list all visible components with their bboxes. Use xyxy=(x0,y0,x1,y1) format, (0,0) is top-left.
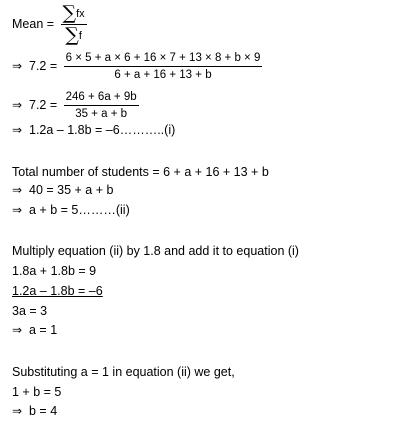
sum-result: 3a = 3 xyxy=(12,304,48,318)
b-value: b = 4 xyxy=(29,404,58,418)
mean-fraction xyxy=(61,4,87,45)
implies-arrow: ⇒ xyxy=(12,203,23,217)
step-lhs: 7.2 = xyxy=(29,58,58,73)
fraction-denominator: 6 + a + 16 + 13 + b xyxy=(114,69,212,81)
total-equation: 40 = 35 + a + b xyxy=(29,183,114,197)
implies-arrow: ⇒ xyxy=(12,323,23,337)
step-simplified-line xyxy=(12,90,139,121)
equation-ii: a + b = 5………(ii) xyxy=(29,203,130,217)
sigma-symbol: ∑ xyxy=(62,2,77,24)
total-students-line xyxy=(12,164,269,180)
substitute-instruction-line xyxy=(12,364,235,380)
mean-numerator: ∑fx xyxy=(62,2,85,24)
equation-i: 1.2a – 1.8b = –6………..(i) xyxy=(29,123,176,137)
mean-formula-line xyxy=(12,4,87,45)
implies-arrow: ⇒ xyxy=(12,404,23,418)
step-lhs: 7.2 = xyxy=(29,97,58,112)
simplified-fraction xyxy=(64,90,139,121)
multiply-instruction-line xyxy=(12,243,299,259)
a-value-line xyxy=(12,322,57,338)
a-value: a = 1 xyxy=(29,323,58,337)
substituted-equation-line xyxy=(12,384,61,400)
added-equation-line xyxy=(12,283,103,299)
total-equation-line xyxy=(12,182,113,198)
equation-i-line xyxy=(12,122,175,138)
total-students-text: Total number of students = 6 + a + 16 + 13 + b xyxy=(12,165,269,179)
step-substitution-line xyxy=(12,51,262,82)
multiply-instruction: Multiply equation (ii) by 1.8 and add it to equation (i) xyxy=(12,244,299,258)
b-value-line xyxy=(12,403,57,419)
added-equation: 1.2a – 1.8b = –6 xyxy=(12,284,103,298)
implies-arrow: ⇒ xyxy=(12,58,23,73)
fraction-numerator: 6 × 5 + a × 6 + 16 × 7 + 13 × 8 + b × 9 xyxy=(64,51,263,67)
sum-result-line xyxy=(12,303,47,319)
fraction-numerator: 246 + 6a + 9b xyxy=(64,90,139,106)
scaled-equation: 1.8a + 1.8b = 9 xyxy=(12,264,97,278)
implies-arrow: ⇒ xyxy=(12,123,23,137)
fraction-denominator: 35 + a + b xyxy=(75,108,128,120)
sigma-symbol: ∑ xyxy=(65,24,79,46)
mean-denominator: ∑f xyxy=(65,24,82,46)
mean-label: Mean = xyxy=(12,16,55,31)
implies-arrow: ⇒ xyxy=(12,97,23,112)
substituted-equation: 1 + b = 5 xyxy=(12,385,62,399)
substitute-instruction: Substituting a = 1 in equation (ii) we get, xyxy=(12,365,235,379)
implies-arrow: ⇒ xyxy=(12,183,23,197)
substitution-fraction xyxy=(64,51,263,82)
scaled-equation-line xyxy=(12,263,96,279)
equation-ii-line xyxy=(12,202,130,218)
